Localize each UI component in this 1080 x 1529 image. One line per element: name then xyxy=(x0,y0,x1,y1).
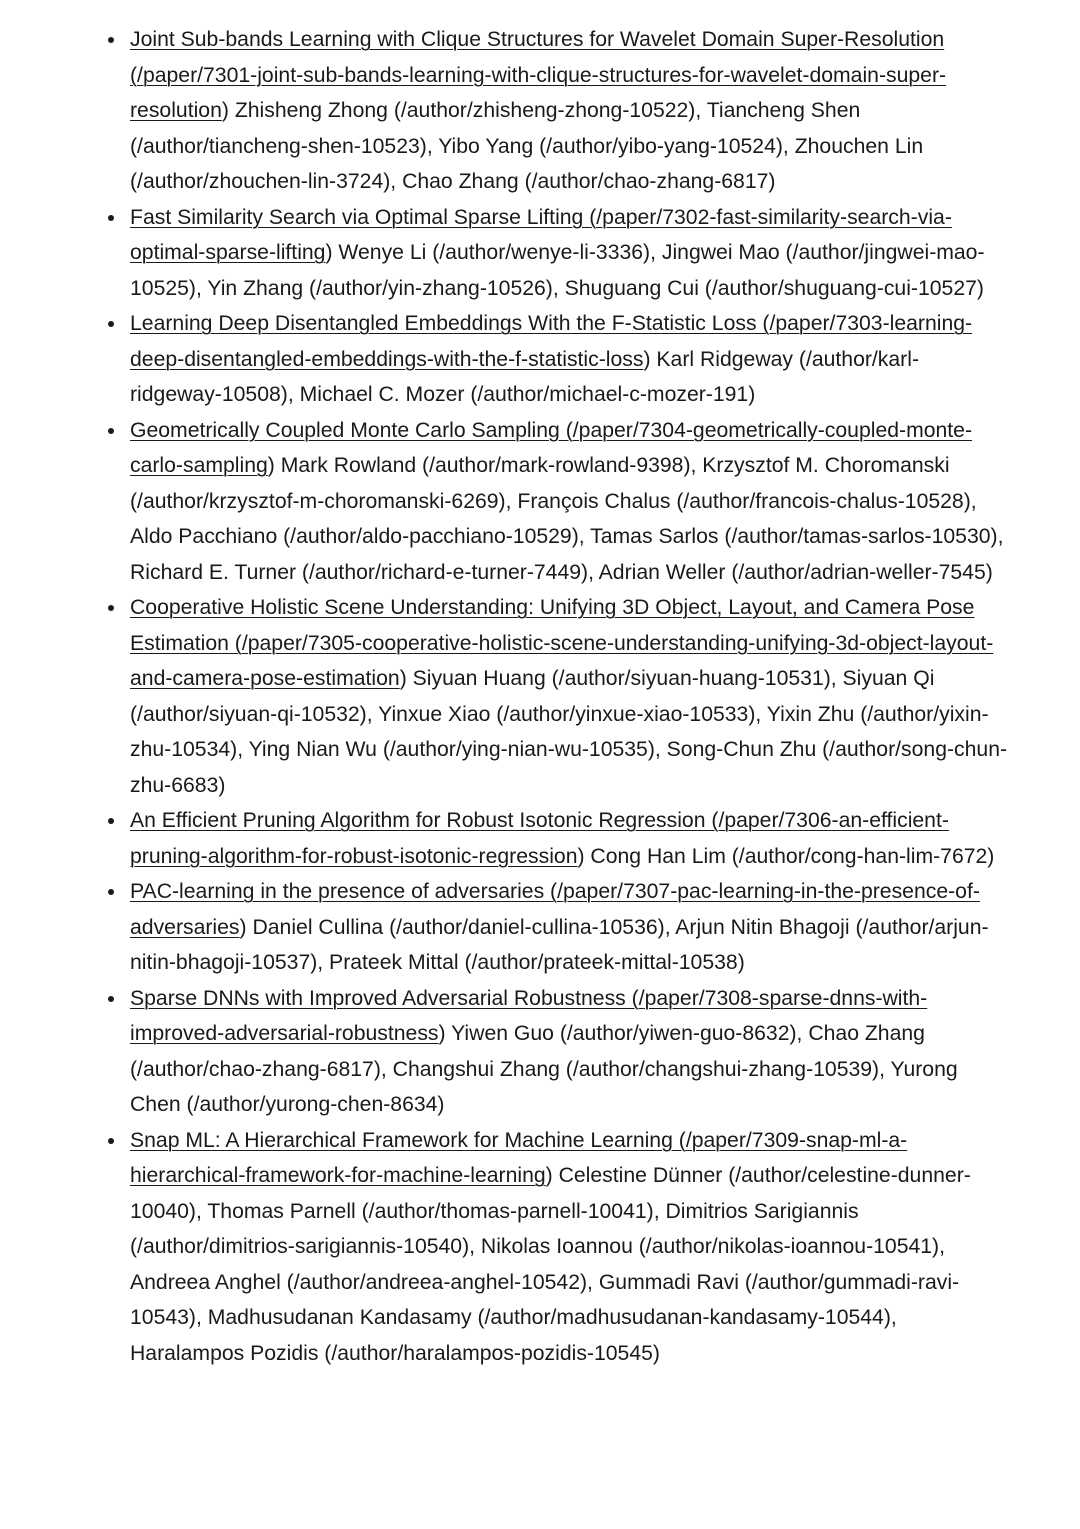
paper-authors: ) Siyuan Huang (/author/siyuan-huang-10531), Siyuan Qi (/author/siyuan-qi-10532), Yinxue Xiao (/author/yinxue-xiao-10533), Yixin Zhu (/author/yixin-zhu-10534), Ying Nian Wu (/author/ying-nian-wu-10535), Song-Chun Zhu (/author/song-chun-zhu-6683) xyxy=(130,667,1008,797)
list-item xyxy=(130,22,1010,200)
paper-title-link[interactable]: Fast Similarity Search via Optimal Sparse Lifting (/paper/7302-fast-similarity-search-via-optimal-sparse-lifting xyxy=(130,205,952,264)
list-item xyxy=(130,803,1010,874)
list-item xyxy=(130,590,1010,803)
list-item xyxy=(130,200,1010,307)
paper-title-link[interactable]: PAC-learning in the presence of adversaries (/paper/7307-pac-learning-in-the-presence-of-adversaries xyxy=(130,880,980,939)
paper-authors: ) Mark Rowland (/author/mark-rowland-9398), Krzysztof M. Choromanski (/author/krzysztof-m-choromanski-6269), François Chalus (/author/francois-chalus-10528), Aldo Pacchiano (/author/aldo-pacchiano-10529), Tamas Sarlos (/author/tamas-sarlos-10530), Richard E. Turner (/author/richard-e-turner-7449), Adrian Weller (/author/adrian-weller-7545) xyxy=(130,454,1004,584)
paper-list xyxy=(130,22,1010,1371)
paper-authors: ) Karl Ridgeway (/author/karl-ridgeway-10508), Michael C. Mozer (/author/michael-c-mozer-191) xyxy=(130,347,919,406)
list-item xyxy=(130,981,1010,1123)
paper-authors: ) Yiwen Guo (/author/yiwen-guo-8632), Chao Zhang (/author/chao-zhang-6817), Changshui Zhang (/author/changshui-zhang-10539), Yurong Chen (/author/yurong-chen-8634) xyxy=(130,1022,958,1116)
paper-authors: ) Daniel Cullina (/author/daniel-cullina-10536), Arjun Nitin Bhagoji (/author/arjun-nitin-bhagoji-10537), Prateek Mittal (/author/prateek-mittal-10538) xyxy=(130,915,989,974)
list-item xyxy=(130,1123,1010,1372)
paper-authors: ) Celestine Dünner (/author/celestine-dunner-10040), Thomas Parnell (/author/thomas-parnell-10041), Dimitrios Sarigiannis (/author/dimitrios-sarigiannis-10540), Nikolas Ioannou (/author/nikolas-ioannou-10541), Andreea Anghel (/author/andreea-anghel-10542), Gummadi Ravi (/author/gummadi-ravi-10543), Madhusudanan Kandasamy (/author/madhusudanan-kandasamy-10544), Haralampos Pozidis (/author/haralampos-pozidis-10545) xyxy=(130,1164,971,1365)
list-item xyxy=(130,413,1010,591)
paper-title-link[interactable]: Learning Deep Disentangled Embeddings With the F-Statistic Loss (/paper/7303-learning-deep-disentangled-embeddings-with-the-f-statistic-loss xyxy=(130,312,973,371)
list-item xyxy=(130,874,1010,981)
paper-title-link[interactable]: Geometrically Coupled Monte Carlo Sampling (/paper/7304-geometrically-coupled-monte-carlo-sampling xyxy=(130,418,973,477)
paper-authors: ) Wenye Li (/author/wenye-li-3336), Jingwei Mao (/author/jingwei-mao-10525), Yin Zhang (/author/yin-zhang-10526), Shuguang Cui (/author/shuguang-cui-10527) xyxy=(130,241,985,300)
paper-title-link[interactable]: Snap ML: A Hierarchical Framework for Machine Learning (/paper/7309-snap-ml-a-hierarchical-framework-for-machine-learning xyxy=(130,1128,908,1187)
paper-title-link[interactable]: Sparse DNNs with Improved Adversarial Robustness (/paper/7308-sparse-dnns-with-improved-adversarial-robustness xyxy=(130,986,928,1045)
paper-title-link[interactable]: Cooperative Holistic Scene Understanding: Unifying 3D Object, Layout, and Camera Pose Estimation (/paper/7305-cooperative-holistic-scene-understanding-unifying-3d-object-layout-and-camera-pose-estimation xyxy=(130,596,994,690)
paper-authors: ) Zhisheng Zhong (/author/zhisheng-zhong-10522), Tiancheng Shen (/author/tiancheng-shen-10523), Yibo Yang (/author/yibo-yang-10524), Zhouchen Lin (/author/zhouchen-lin-3724), Chao Zhang (/author/chao-zhang-6817) xyxy=(130,99,924,193)
paper-authors: ) Cong Han Lim (/author/cong-han-lim-7672) xyxy=(577,844,995,868)
paper-title-link[interactable]: Joint Sub-bands Learning with Clique Structures for Wavelet Domain Super-Resolution (/paper/7301-joint-sub-bands-learning-with-clique-structures-for-wavelet-domain-super-resolution xyxy=(130,28,947,122)
list-item xyxy=(130,306,1010,413)
paper-title-link[interactable]: An Efficient Pruning Algorithm for Robust Isotonic Regression (/paper/7306-an-efficient-pruning-algorithm-for-robust-isotonic-regression xyxy=(130,809,949,868)
